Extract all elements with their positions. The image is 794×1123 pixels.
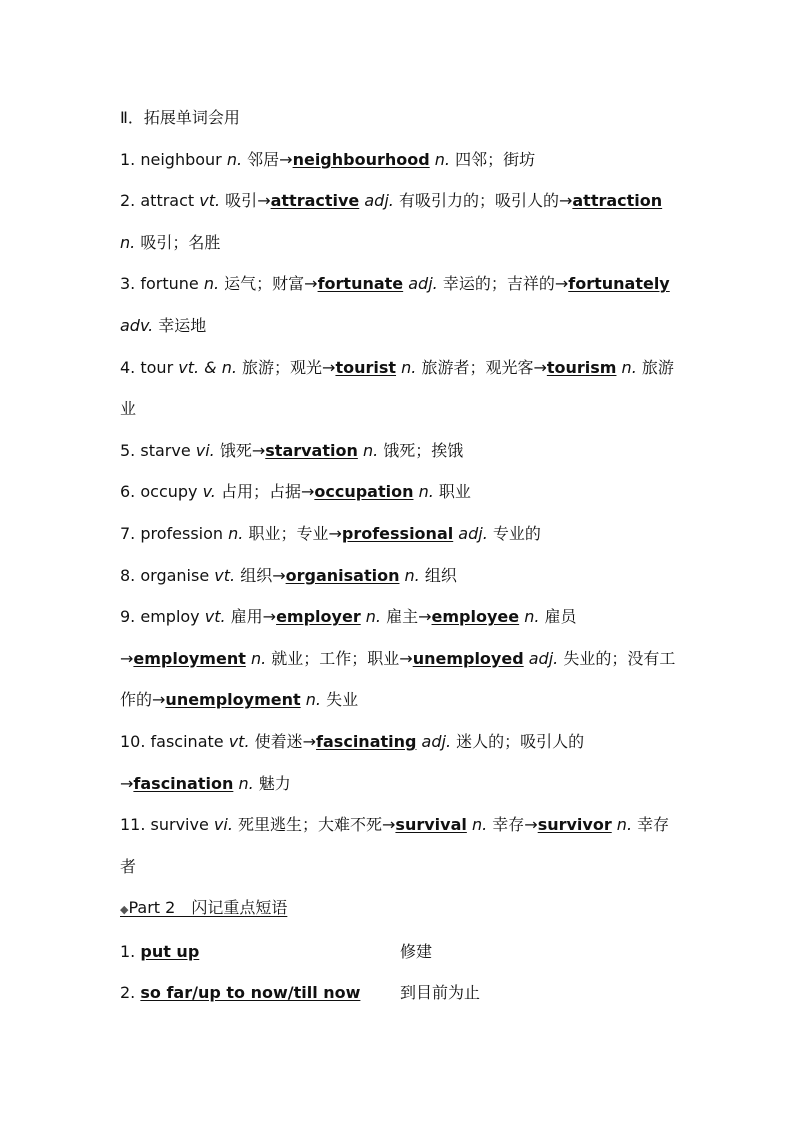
part-of-speech: vt. & n. bbox=[178, 357, 243, 377]
part-of-speech: vt. bbox=[204, 607, 231, 627]
part-of-speech: n. bbox=[300, 690, 327, 710]
chinese-meaning: 组织 bbox=[424, 565, 457, 585]
chinese-meaning: 幸存 bbox=[492, 815, 525, 835]
part-of-speech: n. bbox=[519, 607, 545, 627]
part-of-speech: n. bbox=[245, 648, 272, 668]
derived-word: employer bbox=[276, 607, 361, 627]
derived-word: starvation bbox=[265, 440, 358, 460]
document-body bbox=[120, 97, 676, 1014]
vocab-entry bbox=[120, 263, 676, 346]
part-of-speech: n. bbox=[120, 232, 141, 252]
part2-title: Part 2 闪记重点短语 bbox=[128, 898, 288, 918]
part-of-speech: adj. bbox=[416, 731, 457, 751]
vocab-entry bbox=[120, 513, 676, 555]
chinese-meaning: 失业 bbox=[326, 690, 359, 710]
part-of-speech: n. bbox=[429, 149, 456, 169]
phrase-english bbox=[120, 972, 400, 1014]
chinese-meaning: 有吸引力的；吸引人的 bbox=[398, 191, 559, 211]
chinese-meaning: 就业；工作；职业 bbox=[271, 648, 400, 668]
chinese-meaning: 旅游；观光 bbox=[242, 357, 323, 377]
phrase-english bbox=[120, 931, 400, 973]
phrase-row bbox=[120, 972, 676, 1014]
arrow-icon: → bbox=[120, 773, 134, 793]
chinese-meaning: 魅力 bbox=[258, 773, 291, 793]
entry-number: 10. bbox=[120, 731, 151, 751]
headword: survive bbox=[150, 815, 214, 835]
arrow-icon: → bbox=[152, 690, 166, 710]
derived-word: professional bbox=[341, 523, 454, 543]
headword: neighbour bbox=[140, 149, 227, 169]
derived-word: unemployed bbox=[412, 648, 524, 668]
phrase-text: so far/up to now/till now bbox=[140, 983, 361, 1003]
vocab-entry bbox=[120, 180, 676, 263]
part-of-speech: n. bbox=[396, 357, 422, 377]
vocab-entry bbox=[120, 471, 676, 513]
part-of-speech: n. bbox=[611, 815, 638, 835]
derived-word: fascination bbox=[133, 773, 234, 793]
vocabulary-list bbox=[120, 139, 676, 888]
chinese-meaning: 幸运的；吉祥的 bbox=[442, 274, 555, 294]
part-of-speech: vi. bbox=[195, 440, 220, 460]
derived-word: tourism bbox=[546, 357, 617, 377]
arrow-icon: → bbox=[262, 607, 277, 627]
arrow-icon: → bbox=[418, 607, 432, 627]
chinese-meaning: 饿死；挨饿 bbox=[383, 440, 464, 460]
vocab-entry bbox=[120, 139, 676, 181]
entry-number: 1. bbox=[120, 149, 141, 169]
entry-number: 5. bbox=[120, 440, 141, 460]
arrow-icon: → bbox=[304, 274, 318, 294]
part-of-speech: adj. bbox=[359, 191, 399, 211]
part-of-speech: adj. bbox=[453, 523, 493, 543]
arrow-icon: → bbox=[533, 357, 547, 377]
part-of-speech: n. bbox=[203, 274, 225, 294]
derived-word: fortunately bbox=[568, 274, 670, 294]
chinese-meaning: 迷人的；吸引人的 bbox=[456, 731, 585, 751]
headword: employ bbox=[140, 607, 205, 627]
entry-number: 3. bbox=[120, 274, 141, 294]
chinese-meaning: 旅游业 bbox=[120, 357, 674, 419]
arrow-icon: → bbox=[524, 815, 538, 835]
arrow-icon: → bbox=[382, 815, 396, 835]
part-of-speech: vt. bbox=[214, 565, 241, 585]
arrow-icon: → bbox=[279, 149, 293, 169]
part-of-speech: vi. bbox=[213, 815, 238, 835]
part-of-speech: n. bbox=[413, 482, 439, 502]
headword: profession bbox=[140, 523, 229, 543]
phrase-chinese: 到目前为止 bbox=[400, 983, 481, 1003]
arrow-icon: → bbox=[328, 523, 342, 543]
arrow-icon: → bbox=[558, 191, 573, 211]
part-of-speech: n. bbox=[228, 523, 249, 543]
chinese-meaning: 吸引；名胜 bbox=[140, 232, 221, 252]
phrase-row bbox=[120, 931, 676, 973]
arrow-icon: → bbox=[257, 191, 271, 211]
chinese-meaning: 运气；财富 bbox=[224, 274, 305, 294]
chinese-meaning: 饿死 bbox=[219, 440, 252, 460]
chinese-meaning: 幸存者 bbox=[120, 815, 670, 876]
arrow-icon: → bbox=[554, 274, 569, 294]
arrow-icon: → bbox=[322, 357, 336, 377]
headword: fascinate bbox=[150, 731, 229, 751]
chinese-meaning: 旅游者；观光客 bbox=[421, 357, 534, 377]
section-title: Ⅱ．拓展单词会用 bbox=[120, 108, 240, 127]
derived-word: fascinating bbox=[316, 731, 417, 751]
part-of-speech: n. bbox=[360, 607, 387, 627]
derived-word: survivor bbox=[537, 815, 612, 835]
derived-word: survival bbox=[395, 815, 467, 835]
derived-word: tourist bbox=[335, 357, 397, 377]
part2-title-underlined bbox=[120, 898, 287, 917]
entry-number: 7. bbox=[120, 523, 141, 543]
part-of-speech: n. bbox=[357, 440, 384, 460]
derived-word: employment bbox=[133, 648, 246, 668]
arrow-icon: → bbox=[120, 648, 134, 668]
phrase-chinese: 修建 bbox=[400, 941, 433, 961]
derived-word: fortunate bbox=[317, 274, 404, 294]
derived-word: unemployment bbox=[165, 690, 301, 710]
part-of-speech: n. bbox=[466, 815, 493, 835]
part-of-speech: n. bbox=[233, 773, 259, 793]
vocab-entry bbox=[120, 430, 676, 472]
chinese-meaning: 幸运地 bbox=[158, 315, 207, 335]
headword: fortune bbox=[140, 274, 204, 294]
chinese-meaning: 使着迷 bbox=[254, 731, 303, 751]
entry-number: 4. bbox=[120, 357, 141, 377]
headword: attract bbox=[140, 191, 200, 211]
part-of-speech: v. bbox=[202, 482, 221, 502]
derived-word: attractive bbox=[270, 191, 360, 211]
diamond-bullet-icon: ◆ bbox=[120, 903, 129, 917]
part-of-speech: n. bbox=[616, 357, 642, 377]
entry-number: 8. bbox=[120, 565, 141, 585]
phrase-text: put up bbox=[140, 941, 200, 961]
chinese-meaning: 邻居 bbox=[247, 149, 280, 169]
vocab-entry bbox=[120, 721, 676, 804]
chinese-meaning: 雇员 bbox=[544, 607, 577, 627]
derived-word: neighbourhood bbox=[292, 149, 430, 169]
entry-number: 9. bbox=[120, 607, 141, 627]
chinese-meaning: 占用；占据 bbox=[220, 482, 301, 502]
arrow-icon: → bbox=[272, 565, 286, 585]
chinese-meaning: 雇用 bbox=[230, 607, 263, 627]
chinese-meaning: 死里逃生；大难不死 bbox=[238, 815, 383, 835]
arrow-icon: → bbox=[300, 482, 315, 502]
derived-word: organisation bbox=[285, 565, 400, 585]
part-of-speech: vt. bbox=[199, 191, 226, 211]
chinese-meaning: 职业；专业 bbox=[248, 523, 329, 543]
chinese-meaning: 专业的 bbox=[492, 523, 541, 543]
chinese-meaning: 雇主 bbox=[386, 607, 419, 627]
part-of-speech: n. bbox=[226, 149, 248, 169]
chinese-meaning: 组织 bbox=[240, 565, 273, 585]
arrow-icon: → bbox=[251, 440, 266, 460]
headword: occupy bbox=[140, 482, 203, 502]
chinese-meaning: 职业 bbox=[438, 482, 471, 502]
derived-word: occupation bbox=[314, 482, 414, 502]
headword: starve bbox=[140, 440, 196, 460]
arrow-icon: → bbox=[302, 731, 317, 751]
part-of-speech: adj. bbox=[403, 274, 443, 294]
headword: tour bbox=[140, 357, 179, 377]
phrase-number: 1. bbox=[120, 941, 136, 961]
derived-word: attraction bbox=[572, 191, 663, 211]
part-of-speech: adv. bbox=[120, 315, 159, 335]
part-of-speech: n. bbox=[399, 565, 425, 585]
chinese-meaning: 失业的；没有工作的 bbox=[120, 648, 676, 710]
part-of-speech: adj. bbox=[523, 648, 564, 668]
phrase-number: 2. bbox=[120, 983, 136, 1003]
vocab-entry bbox=[120, 596, 676, 721]
vocab-entry bbox=[120, 555, 676, 597]
arrow-icon: → bbox=[399, 648, 413, 668]
part2-heading bbox=[120, 887, 676, 931]
entry-number: 11. bbox=[120, 815, 151, 835]
chinese-meaning: 四邻；街坊 bbox=[455, 149, 536, 169]
entry-number: 2. bbox=[120, 191, 141, 211]
headword: organise bbox=[140, 565, 215, 585]
part-of-speech: vt. bbox=[228, 731, 255, 751]
entry-number: 6. bbox=[120, 482, 141, 502]
chinese-meaning: 吸引 bbox=[225, 191, 258, 211]
vocab-entry bbox=[120, 804, 676, 887]
derived-word: employee bbox=[431, 607, 520, 627]
vocab-entry bbox=[120, 347, 676, 430]
